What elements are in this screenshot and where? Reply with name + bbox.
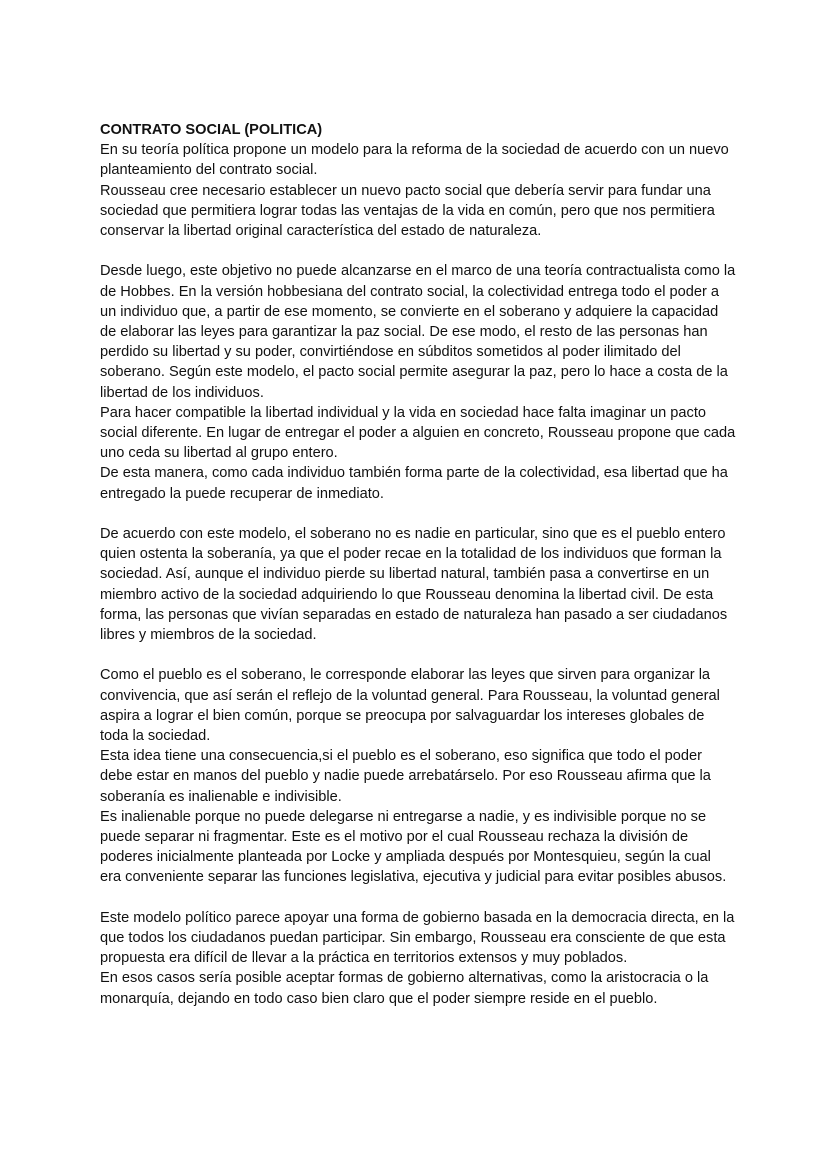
paragraph-10: Este modelo político parece apoyar una forma de gobierno basada en la democracia directa, en la que todos los ciudadanos puedan participar. Sin embargo, Rousseau era consciente de que esta propuesta era difícil de llevar a la práctica en territorios extensos y muy poblados. bbox=[100, 909, 735, 967]
paragraph-5: De esta manera, como cada individuo también forma parte de la colectividad, esa libertad que ha entregado la puede recuperar de inmediato. bbox=[100, 465, 728, 502]
paragraph-7: Como el pueblo es el soberano, le corresponde elaborar las leyes que sirven para organizar la convivencia, que así serán el reflejo de la voluntad general. Para Rousseau, la voluntad general aspira a lograr el bien común, porque se preocupa por salvaguardar los intereses globales de toda la sociedad. bbox=[100, 667, 720, 745]
paragraph-1: En su teoría política propone un modelo para la reforma de la sociedad de acuerdo con un nuevo planteamiento del contrato social. bbox=[100, 142, 729, 179]
document-page bbox=[100, 120, 736, 1009]
paragraph-9: Es inalienable porque no puede delegarse ni entregarse a nadie, y es indivisible porque no se puede separar ni fragmentar. Este es el motivo por el cual Rousseau rechaza la división de poderes inicialmente planteada por Locke y ampliada después por Montesquieu, según la cual era conveniente separar las funciones legislativa, ejecutiva y judicial para evitar posibles abusos. bbox=[100, 808, 727, 886]
paragraph-8: Esta idea tiene una consecuencia,si el pueblo es el soberano, eso significa que todo el poder debe estar en manos del pueblo y nadie puede arrebatárselo. Por eso Rousseau afirma que la soberanía es inalienable e indivisible. bbox=[100, 748, 711, 805]
paragraph-2: Rousseau cree necesario establecer un nuevo pacto social que debería servir para fundar una sociedad que permitiera lograr todas las ventajas de la vida en común, pero que nos permitiera conservar la libertad original característica del estado de naturaleza. bbox=[100, 182, 715, 240]
paragraph-11: En esos casos sería posible aceptar formas de gobierno alternativas, como la aristocracia o la monarquía, dejando en todo caso bien claro que el poder siempre reside en el pueblo. bbox=[100, 970, 709, 1007]
paragraph-4: Para hacer compatible la libertad individual y la vida en sociedad hace falta imaginar un pacto social diferente. En lugar de entregar el poder a alguien en concreto, Rousseau propone que cada uno ceda su libertad al grupo entero. bbox=[100, 404, 736, 462]
paragraph-6: De acuerdo con este modelo, el soberano no es nadie en particular, sino que es el pueblo entero quien ostenta la soberanía, ya que el poder recae en la totalidad de los individuos que forman la sociedad. Así, aunque el individuo pierde su libertad natural, también pasa a convertirse en un miembro activo de la sociedad adquiriendo lo que Rousseau denomina la libertad civil. De esta forma, las personas que vivían separadas en estado de naturaleza han pasado a ser ciudadanos libres y miembros de la sociedad. bbox=[100, 526, 728, 644]
document-title: CONTRATO SOCIAL (POLITICA) bbox=[100, 122, 323, 138]
paragraph-3: Desde luego, este objetivo no puede alcanzarse en el marco de una teoría contractualista como la de Hobbes. En la versión hobbesiana del contrato social, la colectividad entrega todo el poder a un individuo que, a partir de ese momento, se convierte en el soberano y adquiere la capacidad de elaborar las leyes para garantizar la paz social. De ese modo, el resto de las personas han perdido su libertad y su poder, convirtiéndose en súbditos sometidos al poder ilimitado del soberano. Según este modelo, el pacto social permite asegurar la paz, pero lo hace a costa de la libertad de los individuos. bbox=[100, 263, 736, 401]
